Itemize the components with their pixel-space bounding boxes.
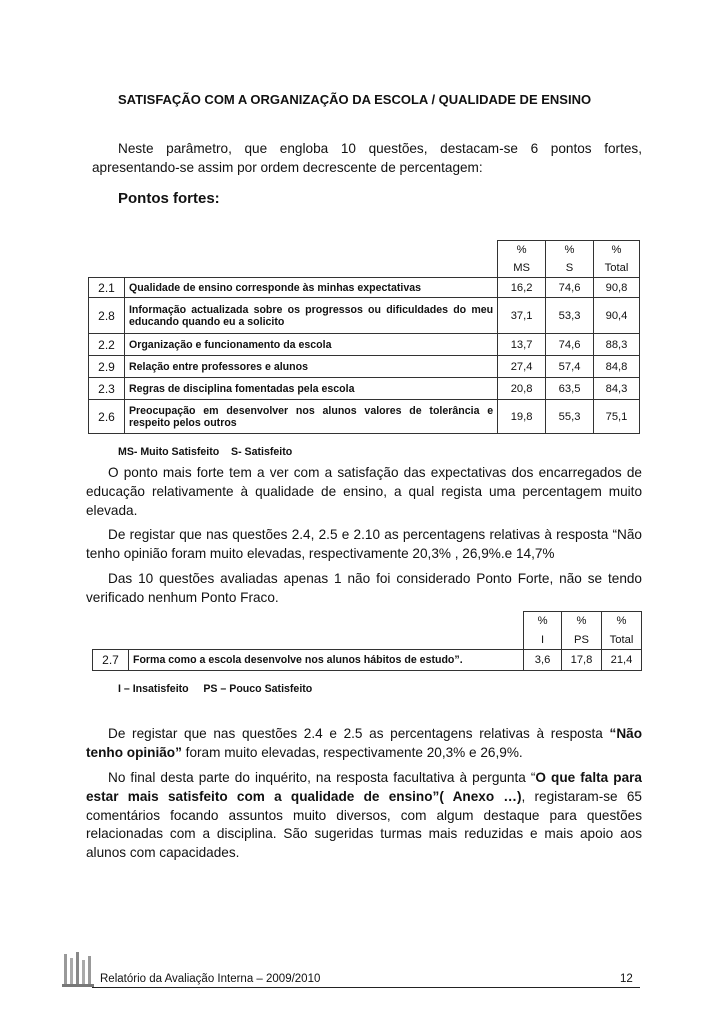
row-ps: 17,8 (562, 650, 602, 671)
row-ms: 27,4 (498, 356, 546, 378)
row-s: 74,6 (546, 334, 594, 356)
p6-text-c: , registaram-se 65 comentários focando assuntos muito diversos, com algum destaque para questões relacionadas com a disciplina. São sugeridas turmas mais reduzidas e mais apoio aos alunos com capacidades. (86, 788, 642, 861)
paragraph-no-opinion-2 (86, 725, 642, 763)
row-total: 84,3 (594, 378, 640, 400)
weak-table (92, 611, 642, 671)
col-header-ps: PS (562, 631, 602, 650)
col-header-total: Total (594, 260, 640, 278)
row-desc: Qualidade de ensino corresponde às minhas expectativas (124, 278, 497, 298)
logo-icon (60, 948, 100, 990)
row-desc: Relação entre professores e alunos (124, 356, 497, 378)
table1-legend: MS- Muito Satisfeito S- Satisfeito (118, 446, 293, 458)
row-code: 2.2 (89, 334, 125, 356)
intro-paragraph: Neste parâmetro, que engloba 10 questões, destacam-se 6 pontos fortes, apresentando-se assim por ordem decrescente de percentagem: (92, 141, 642, 175)
row-code: 2.9 (89, 356, 125, 378)
row-desc: Forma como a escola desenvolve nos alunos hábitos de estudo”. (128, 650, 523, 671)
row-desc: Preocupação em desenvolver nos alunos valores de tolerância e respeito pelos outros (124, 400, 497, 434)
p5-text-c: foram muito elevadas, respectivamente 20,3% e 26,9%. (181, 744, 523, 760)
p5-text-bold: “Não tenho opinião” (86, 726, 642, 760)
row-s: 63,5 (546, 378, 594, 400)
row-code: 2.6 (89, 400, 125, 434)
row-total: 75,1 (594, 400, 640, 434)
footer-title: Relatório da Avaliação Interna – 2009/2010 (100, 973, 321, 985)
row-total: 84,8 (594, 356, 640, 378)
footer-divider (92, 987, 640, 988)
col-header-s: S (546, 260, 594, 278)
col-pct: % (546, 241, 594, 260)
p6-text-bold: O que falta para estar mais satisfeito com a qualidade de ensino”( Anexo …) (86, 770, 642, 804)
col-pct: % (498, 241, 546, 260)
paragraph-no-opinion: De registar que nas questões 2.4, 2.5 e 2.10 as percentagens relativas à resposta “Não tenho opinião foram muito elevadas, respectivamente 20,3% , 26,9%.e 14,7% (86, 527, 642, 561)
col-pct: % (562, 612, 602, 631)
table-row (89, 400, 640, 434)
p5-text-a: De registar que nas questões 2.4 e 2.5 as percentagens relativas à resposta (108, 726, 610, 741)
paragraph-strongest: O ponto mais forte tem a ver com a satisfação das expectativas dos encarregados de educação relativamente à qualidade de ensino, a qual regista uma percentagem muito elevada. (86, 465, 642, 518)
table2-legend: I – Insatisfeito PS – Pouco Satisfeito (118, 683, 313, 695)
table-row (89, 278, 640, 298)
row-ms: 13,7 (498, 334, 546, 356)
row-total: 88,3 (594, 334, 640, 356)
row-total: 21,4 (601, 650, 641, 671)
p6-text-a: No final desta parte do inquérito, na resposta facultativa à pergunta “ (108, 770, 536, 785)
section-heading: SATISFAÇÃO COM A ORGANIZAÇÃO DA ESCOLA / QUALIDADE DE ENSINO (118, 92, 592, 107)
row-desc: Regras de disciplina fomentadas pela escola (124, 378, 497, 400)
row-s: 53,3 (546, 298, 594, 334)
row-s: 74,6 (546, 278, 594, 298)
row-ms: 37,1 (498, 298, 546, 334)
pontos-fortes-title: Pontos fortes: (118, 190, 220, 207)
row-ms: 16,2 (498, 278, 546, 298)
row-code: 2.7 (93, 650, 129, 671)
paragraph-weak-points: Das 10 questões avaliadas apenas 1 não foi considerado Ponto Forte, não se tendo verificado nenhum Ponto Fraco. (86, 571, 642, 605)
table-row (89, 298, 640, 334)
col-pct: % (524, 612, 562, 631)
row-code: 2.3 (89, 378, 125, 400)
row-code: 2.1 (89, 278, 125, 298)
col-header-ms: MS (498, 260, 546, 278)
col-header-i: I (524, 631, 562, 650)
row-s: 57,4 (546, 356, 594, 378)
page-number: 12 (620, 973, 633, 985)
paragraph-final (86, 769, 642, 863)
table-row (93, 650, 642, 671)
strengths-table (88, 240, 640, 434)
row-desc: Informação actualizada sobre os progressos ou dificuldades do meu educando quando eu a solicito (124, 298, 497, 334)
table-row (89, 334, 640, 356)
row-total: 90,4 (594, 298, 640, 334)
row-ms: 19,8 (498, 400, 546, 434)
row-s: 55,3 (546, 400, 594, 434)
col-pct: % (601, 612, 641, 631)
row-ms: 20,8 (498, 378, 546, 400)
col-pct: % (594, 241, 640, 260)
col-header-total: Total (601, 631, 641, 650)
row-total: 90,8 (594, 278, 640, 298)
row-i: 3,6 (524, 650, 562, 671)
row-code: 2.8 (89, 298, 125, 334)
table-row (89, 378, 640, 400)
table-row (89, 356, 640, 378)
row-desc: Organização e funcionamento da escola (124, 334, 497, 356)
